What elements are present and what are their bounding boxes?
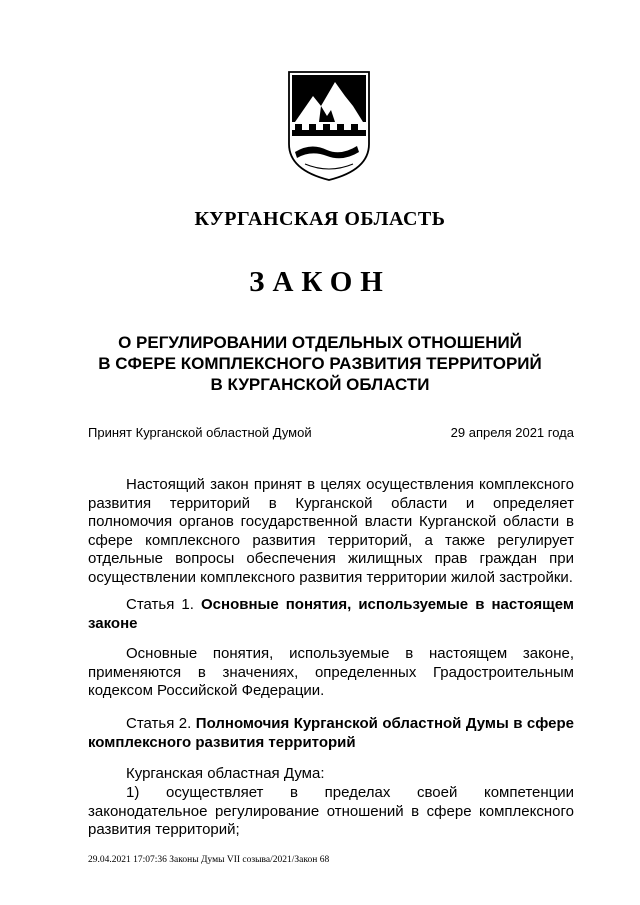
article-2-intro: Курганская областная Дума: <box>126 765 325 782</box>
title-line: В КУРГАНСКОЙ ОБЛАСТИ <box>210 375 430 394</box>
article-1-body: Основные понятия, используемые в настоящем законе, применяются в значениях, определенных Градостроительным кодексом Российской Федерации. <box>88 645 574 699</box>
article-label: Статья 2. <box>126 715 192 732</box>
article-title: Полномочия Курганской областной Думы в сфере комплексного развития территорий <box>88 715 574 751</box>
region-name: КУРГАНСКАЯ ОБЛАСТЬ <box>194 208 446 230</box>
title-line: В СФЕРЕ КОМПЛЕКСНОГО РАЗВИТИЯ ТЕРРИТОРИЙ <box>98 354 542 373</box>
document-type: ЗАКОН <box>249 266 391 298</box>
law-title <box>0 332 640 395</box>
adoption-line <box>88 425 574 440</box>
footer-stamp: 29.04.2021 17:07:36 Законы Думы VII созыва/2021/Закон 68 <box>88 855 330 865</box>
preamble: Настоящий закон принят в целях осуществления комплексного развития территорий в Курганской области и определяет полномочия органов государственной власти Курганской области в сфере комплексного развития территорий, а также регулирует отдельные вопросы обеспечения жилищных прав граждан при осуществлении комплексного развития территории жилой застройки. <box>88 476 574 586</box>
article-2-item-1: 1) осуществляет в пределах своей компетенции законодательное регулирование отношений в сфере комплексного развития территорий; <box>88 784 574 838</box>
adoption-date: 29 апреля 2021 года <box>450 425 574 440</box>
article-1-heading <box>88 596 574 633</box>
adopted-by: Принят Курганской областной Думой <box>88 425 312 440</box>
article-label: Статья 1. <box>126 596 194 613</box>
article-2-heading <box>88 715 574 752</box>
title-line: О РЕГУЛИРОВАНИИ ОТДЕЛЬНЫХ ОТНОШЕНИЙ <box>118 333 522 352</box>
article-title: Основные понятия, используемые в настоящем законе <box>88 596 574 632</box>
coat-of-arms-icon <box>283 66 375 184</box>
